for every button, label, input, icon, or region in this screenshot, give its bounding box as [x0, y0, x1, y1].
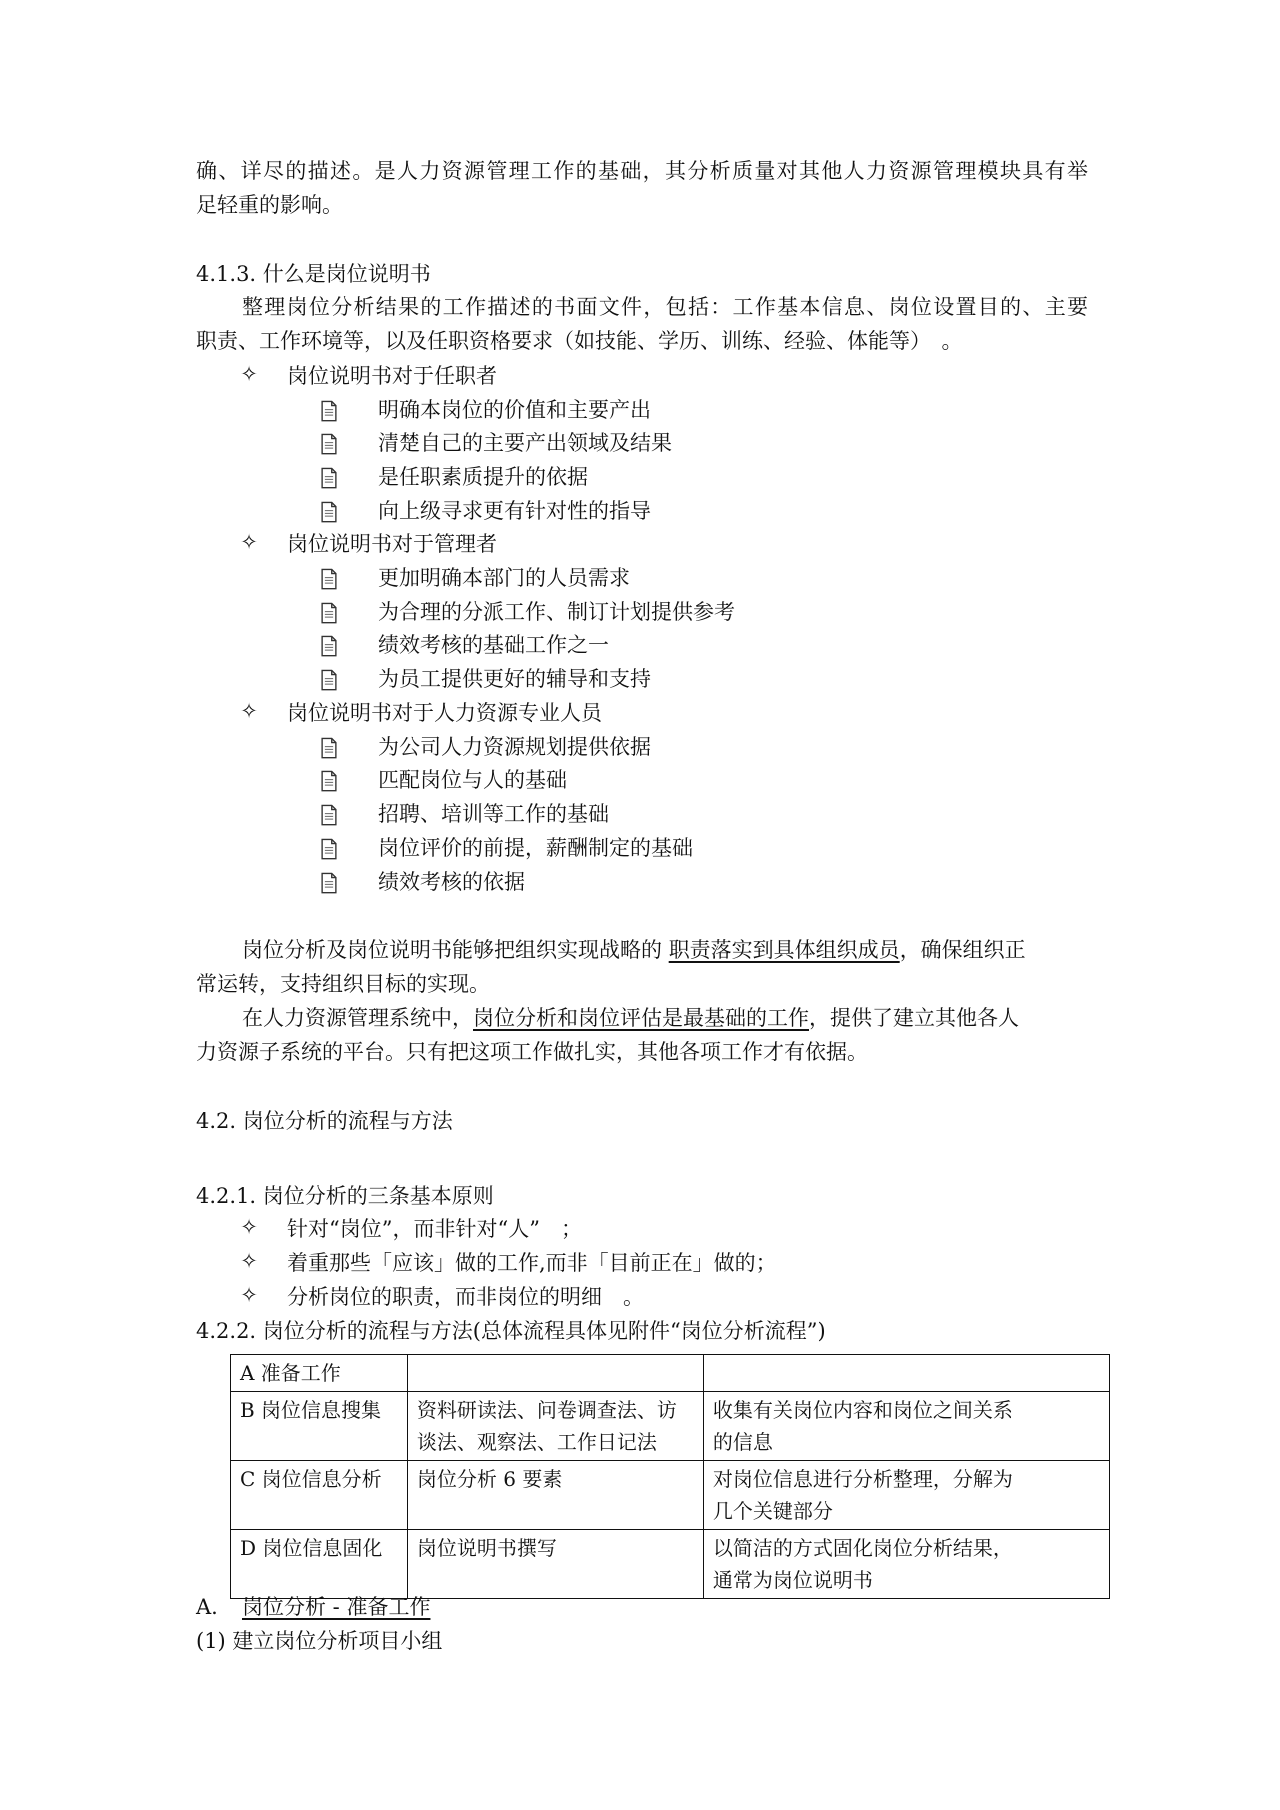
principle-item: 分析岗位的职责，而非岗位的明细 。 — [287, 1285, 644, 1309]
table-cell-description: 对岗位信息进行分析整理，分解为 几个关键部分 — [703, 1461, 1109, 1530]
diamond-star-icon: ✧ — [240, 1249, 258, 1273]
document-icon — [318, 400, 340, 422]
table-cell-description: 以简洁的方式固化岗位分析结果， 通常为岗位说明书 — [703, 1530, 1109, 1599]
para2-underlined-emphasis: 职责落实到具体组织成员 — [668, 938, 900, 962]
table-cell-method — [407, 1355, 703, 1392]
table-cell-description — [703, 1355, 1109, 1392]
table-cell-step: B 岗位信息搜集 — [231, 1392, 408, 1461]
section-4-2-1-heading: 4.2.1. 岗位分析的三条基本原则 — [196, 1184, 494, 1208]
group-title-hr-professional: 岗位说明书对于人力资源专业人员 — [287, 701, 602, 725]
group-item: 清楚自己的主要产出领域及结果 — [378, 431, 672, 455]
document-icon — [318, 433, 340, 455]
group-item: 岗位评价的前提，薪酬制定的基础 — [378, 836, 693, 860]
group-item: 为员工提供更好的辅导和支持 — [378, 667, 651, 691]
group-item: 招聘、培训等工作的基础 — [378, 802, 609, 826]
para2-line-2: 常运转，支持组织目标的实现。 — [196, 972, 490, 996]
group-item: 匹配岗位与人的基础 — [378, 768, 567, 792]
group-item: 为合理的分派工作、制订计划提供参考 — [378, 600, 735, 624]
table-row — [231, 1461, 1110, 1530]
para3-line-2: 力资源子系统的平台。只有把这项工作做扎实，其他各项工作才有依据。 — [196, 1040, 868, 1064]
s413-para-line-1: 整理岗位分析结果的工作描述的书面文件，包括：工作基本信息、岗位设置目的、主要 — [242, 295, 1088, 319]
group-item: 绩效考核的基础工作之一 — [378, 633, 609, 657]
document-icon — [318, 467, 340, 489]
intro-line-2: 足轻重的影响。 — [196, 193, 343, 217]
section-a-title: 岗位分析 - 准备工作 — [242, 1595, 431, 1619]
document-icon — [318, 804, 340, 826]
group-item: 更加明确本部门的人员需求 — [378, 566, 630, 590]
section-4-2-2-heading: 4.2.2. 岗位分析的流程与方法(总体流程具体见附件“岗位分析流程”) — [196, 1319, 826, 1343]
document-icon — [318, 501, 340, 523]
s413-para-line-2: 职责、工作环境等，以及任职资格要求（如技能、学历、训练、经验、体能等） 。 — [196, 329, 963, 353]
section-a-label: A. — [196, 1595, 218, 1619]
document-icon — [318, 872, 340, 894]
document-icon — [318, 635, 340, 657]
table-cell-step: C 岗位信息分析 — [231, 1461, 408, 1530]
diamond-star-icon: ✧ — [240, 699, 258, 723]
group-item: 为公司人力资源规划提供依据 — [378, 735, 651, 759]
table-cell-step: D 岗位信息固化 — [231, 1530, 408, 1599]
group-item: 明确本岗位的价值和主要产出 — [378, 398, 651, 422]
para2-line-1 — [242, 936, 1088, 964]
diamond-star-icon: ✧ — [240, 1283, 258, 1307]
section-a-subitem: (1) 建立岗位分析项目小组 — [196, 1629, 443, 1653]
para3-line-1 — [242, 1004, 1088, 1032]
document-icon — [318, 737, 340, 759]
para2-text-a: 岗位分析及岗位说明书能够把组织实现战略的 — [242, 938, 662, 962]
diamond-star-icon: ✧ — [240, 530, 258, 554]
group-item: 是任职素质提升的依据 — [378, 465, 588, 489]
section-4-2-heading: 4.2. 岗位分析的流程与方法 — [196, 1109, 453, 1133]
document-icon — [318, 568, 340, 590]
table-cell-step: A 准备工作 — [231, 1355, 408, 1392]
para3-text-b: ，提供了建立其他各人 — [809, 1006, 1019, 1030]
document-icon — [318, 770, 340, 792]
document-icon — [318, 838, 340, 860]
diamond-star-icon: ✧ — [240, 362, 258, 386]
para2-text-b: ，确保组织正 — [899, 938, 1026, 962]
group-title-manager: 岗位说明书对于管理者 — [287, 532, 497, 556]
diamond-star-icon: ✧ — [240, 1215, 258, 1239]
principle-item: 针对“岗位”，而非针对“人” ； — [287, 1217, 582, 1241]
table-cell-method: 岗位说明书撰写 — [407, 1530, 703, 1599]
group-item: 绩效考核的依据 — [378, 870, 525, 894]
table-row — [231, 1355, 1110, 1392]
section-4-1-3-heading: 4.1.3. 什么是岗位说明书 — [196, 262, 431, 286]
table-cell-description: 收集有关岗位内容和岗位之间关系 的信息 — [703, 1392, 1109, 1461]
group-title-incumbent: 岗位说明书对于任职者 — [287, 364, 497, 388]
table-row — [231, 1530, 1110, 1599]
document-icon — [318, 602, 340, 624]
group-item: 向上级寻求更有针对性的指导 — [378, 499, 651, 523]
intro-line-1: 确、详尽的描述。是人力资源管理工作的基础，其分析质量对其他人力资源管理模块具有举 — [196, 159, 1088, 183]
document-icon — [318, 669, 340, 691]
table-row — [231, 1392, 1110, 1461]
para3-underlined-emphasis: 岗位分析和岗位评估是最基础的工作 — [473, 1006, 809, 1030]
principle-item: 着重那些「应该」做的工作,而非「目前正在」做的； — [287, 1251, 777, 1275]
process-table — [230, 1354, 1110, 1599]
table-cell-method: 资料研读法、问卷调查法、访 谈法、观察法、工作日记法 — [407, 1392, 703, 1461]
table-cell-method: 岗位分析 6 要素 — [407, 1461, 703, 1530]
para3-text-a: 在人力资源管理系统中， — [242, 1006, 473, 1030]
